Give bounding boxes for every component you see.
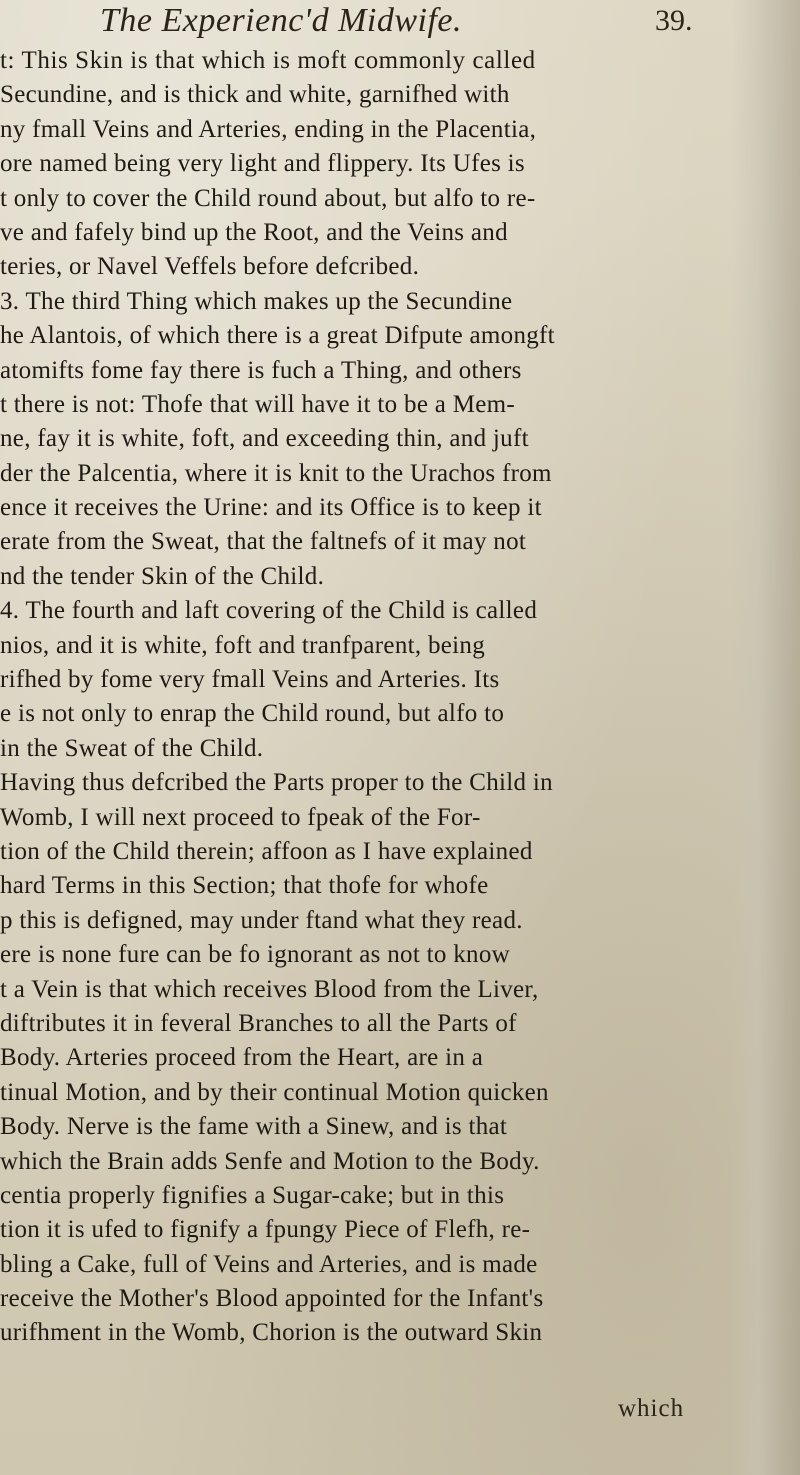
text-line: erate from the Sweat, that the faltnefs of it may not	[0, 528, 527, 556]
text-line: centia properly fignifies a Sugar-cake; but in this	[0, 1181, 505, 1209]
catchword: which	[618, 1395, 685, 1422]
text-line: Body. Nerve is the fame with a Sinew, and is that	[0, 1113, 508, 1141]
text-line: ny fmall Veins and Arteries, ending in the Placentia,	[0, 115, 537, 143]
text-line: Body. Arteries proceed from the Heart, are in a	[0, 1044, 484, 1072]
text-line: receive the Mother's Blood appointed for the Infant's	[0, 1285, 544, 1313]
text-line: rifhed by fome very fmall Veins and Arteries. Its	[0, 666, 500, 694]
text-line: he Alantois, of which there is a great Difpute amongft	[0, 322, 555, 350]
text-line: diftributes it in feveral Branches to all the Parts of	[0, 1009, 517, 1037]
page-number: 39.	[655, 4, 693, 37]
text-line: urifhment in the Womb, Chorion is the outward Skin	[0, 1319, 543, 1347]
text-line: tion of the Child therein; affoon as I have explained	[0, 837, 533, 865]
text-line: hard Terms in this Section; that thofe for whofe	[0, 872, 489, 900]
text-line: t only to cover the Child round about, but alfo to re-	[0, 184, 536, 212]
body-text	[0, 44, 800, 1351]
text-line: 3. The third Thing which makes up the Secundine	[0, 287, 513, 315]
text-line: e is not only to enrap the Child round, but alfo to	[0, 700, 505, 728]
text-line: nios, and it is white, foft and tranfparent, being	[0, 631, 486, 659]
text-line: ne, fay it is white, foft, and exceeding thin, and juft	[0, 425, 529, 453]
text-line: ve and fafely bind up the Root, and the Veins and	[0, 218, 508, 246]
text-line: t there is not: Thofe that will have it to be a Mem-	[0, 390, 516, 418]
text-line: tion it is ufed to fignify a fpungy Piece of Flefh, re-	[0, 1216, 531, 1244]
text-line: atomifts fome fay there is fuch a Thing, and others	[0, 356, 522, 384]
text-line: ore named being very light and flippery. Its Ufes is	[0, 150, 525, 178]
text-line: 4. The fourth and laft covering of the Child is called	[0, 597, 538, 625]
text-line: bling a Cake, full of Veins and Arteries, and is made	[0, 1250, 538, 1278]
text-line: Secundine, and is thick and white, garnifhed with	[0, 81, 510, 109]
text-line: tinual Motion, and by their continual Motion quicken	[0, 1078, 549, 1106]
text-line: nd the tender Skin of the Child.	[0, 562, 325, 590]
text-line: ence it receives the Urine: and its Office is to keep it	[0, 494, 542, 522]
text-line: teries, or Navel Veffels before defcribed.	[0, 253, 420, 281]
text-line: t a Vein is that which receives Blood from the Liver,	[0, 975, 539, 1003]
running-title: The Experienc'd Midwife.	[100, 2, 463, 39]
text-line: der the Palcentia, where it is knit to the Urachos from	[0, 459, 552, 487]
text-line: Womb, I will next proceed to fpeak of the For-	[0, 803, 481, 831]
text-line: in the Sweat of the Child.	[0, 734, 264, 762]
text-line: Having thus defcribed the Parts proper to the Child in	[0, 769, 553, 797]
text-line: t: This Skin is that which is moft commonly called	[0, 47, 536, 74]
text-line: p this is defigned, may under ftand what they read.	[0, 906, 523, 934]
text-line: which the Brain adds Senfe and Motion to the Body.	[0, 1147, 540, 1175]
text-line: ere is none fure can be fo ignorant as not to know	[0, 941, 510, 969]
